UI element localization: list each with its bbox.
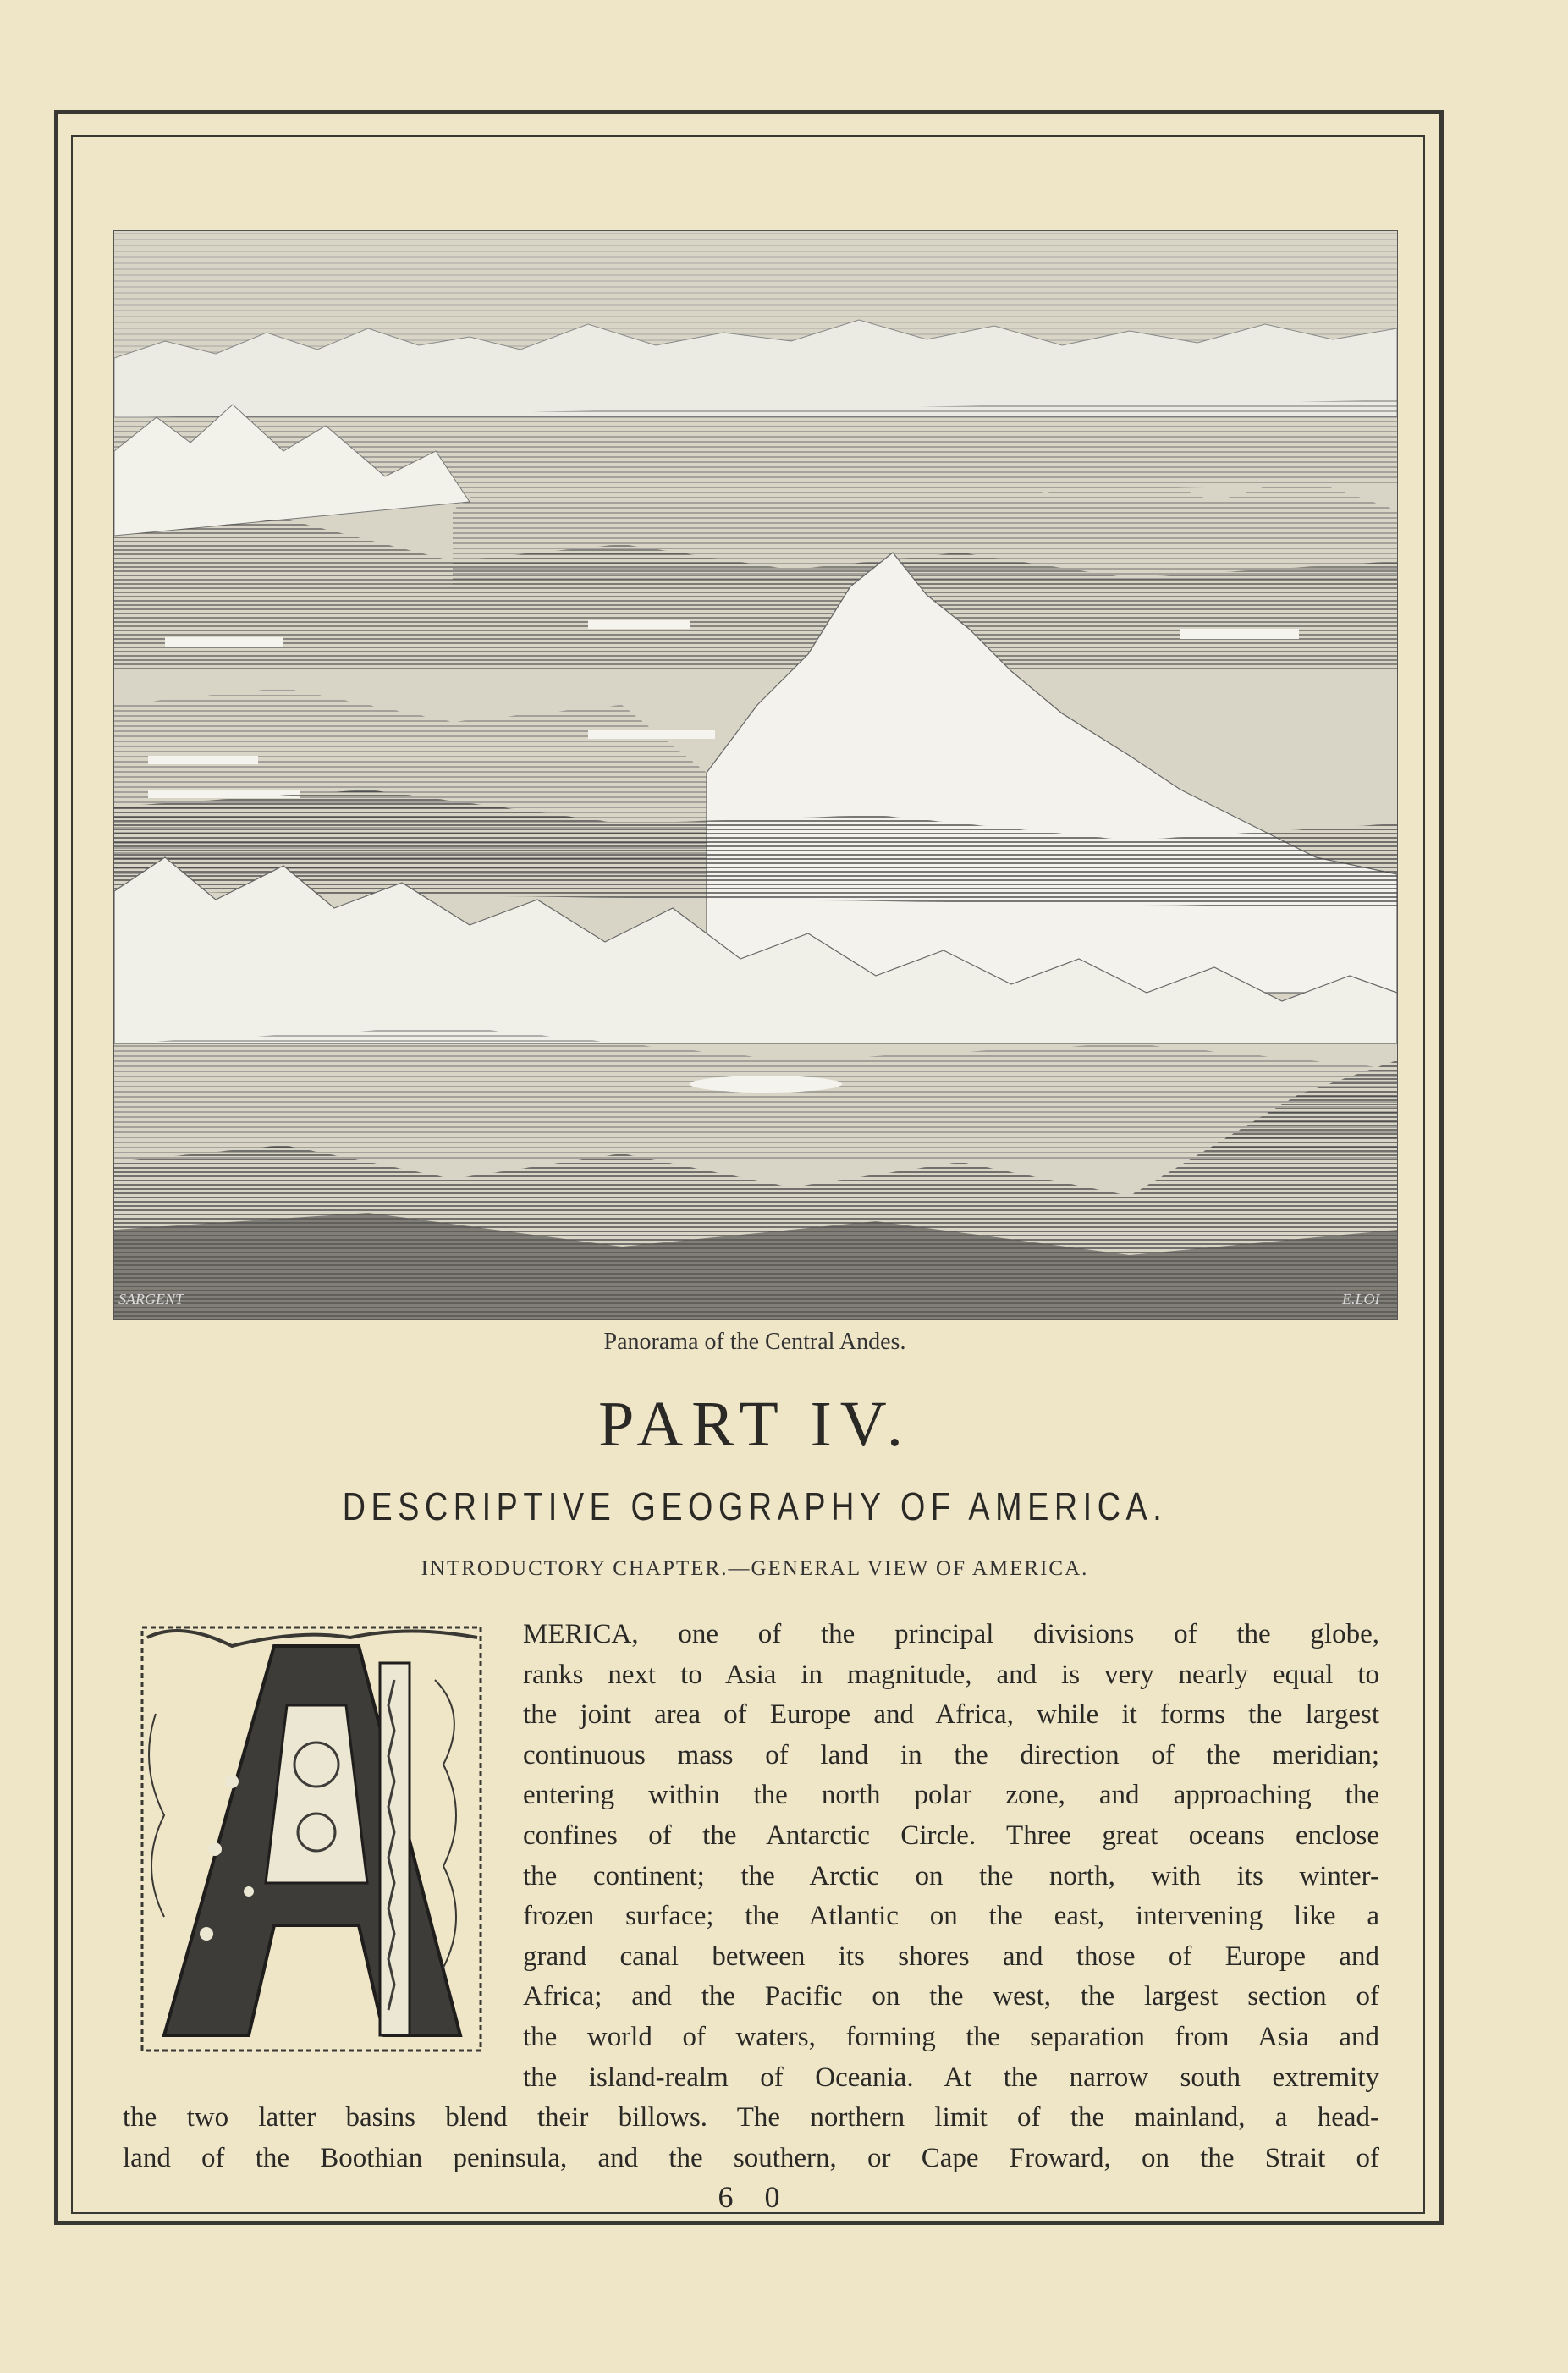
part-heading: PART IV.	[598, 1389, 911, 1460]
ornamental-dropcap	[130, 1612, 508, 2069]
chapter-heading: INTRODUCTORY CHAPTER.—GENERAL VIEW OF AMERICA.	[421, 1557, 1089, 1580]
body-line: land of the Boothian peninsula, and the southern, or Cape Froward, on the Strait of	[123, 2142, 1379, 2173]
body-line: Africa; and the Pacific on the west, the largest section of	[523, 1981, 1379, 2012]
andes-panorama-engraving	[113, 230, 1398, 1320]
body-text-full-width	[123, 2098, 1379, 2178]
body-line: the joint area of Europe and Africa, while it forms the largest	[523, 1699, 1379, 1731]
body-line: the world of waters, forming the separation from Asia and	[523, 2021, 1379, 2052]
body-line: MERICA, one of the principal divisions of the globe,	[523, 1619, 1379, 1649]
body-text-indented	[523, 1615, 1379, 2098]
body-line: the island-realm of Oceania. At the narrow south extremity	[523, 2062, 1379, 2093]
body-line: frozen surface; the Atlantic on the east, intervening like a	[523, 1901, 1379, 1932]
body-line: entering within the north polar zone, and approaching the	[523, 1780, 1379, 1811]
body-line: ranks next to Asia in magnitude, and is very nearly equal to	[523, 1659, 1379, 1690]
body-line: the two latter basins blend their billows. The northern limit of the mainland, a head-	[123, 2102, 1379, 2133]
body-line: grand canal between its shores and those of Europe and	[523, 1941, 1379, 1972]
section-title: DESCRIPTIVE GEOGRAPHY OF AMERICA.	[342, 1484, 1168, 1528]
body-line: confines of the Antarctic Circle. Three great oceans enclose	[523, 1820, 1379, 1851]
page-number: 6 0	[718, 2180, 792, 2214]
engraver-signature-left: SARGENT	[118, 1291, 184, 1308]
illustration-caption: Panorama of the Central Andes.	[603, 1329, 906, 1355]
body-line: the continent; the Arctic on the north, with its winter-	[523, 1860, 1379, 1891]
engraver-signature-right: E.LOI	[1342, 1291, 1380, 1308]
body-line: continuous mass of land in the direction of the meridian;	[523, 1739, 1379, 1770]
